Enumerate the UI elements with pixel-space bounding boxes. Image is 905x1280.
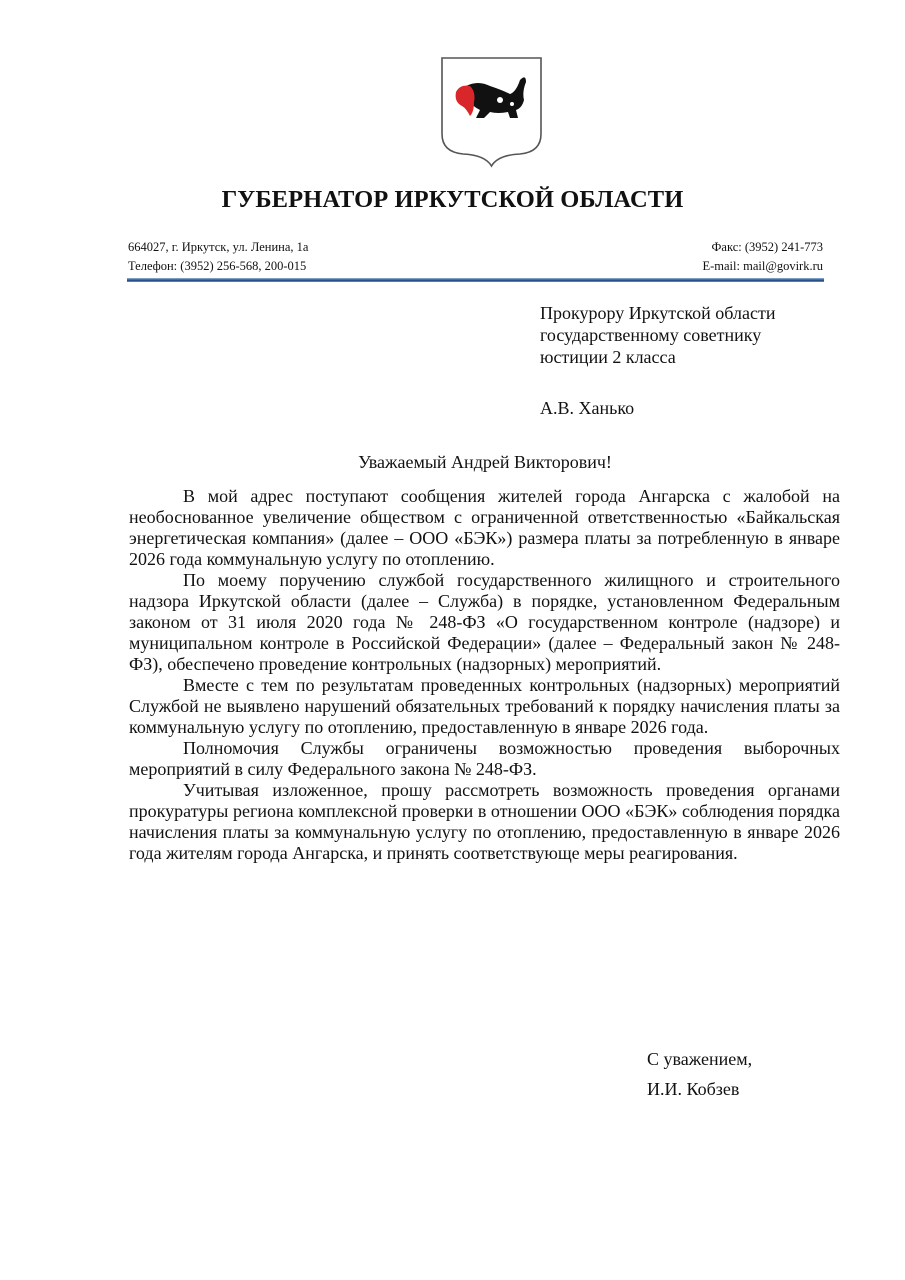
letterhead-phone: Телефон: (3952) 256-568, 200-015 [128, 259, 307, 273]
letterhead-fax: Факс: (3952) 241-773 [711, 240, 823, 254]
letterhead-address: 664027, г. Иркутск, ул. Ленина, 1а [128, 240, 309, 254]
addressee-line: юстиции 2 класса [540, 347, 676, 367]
letter-body [129, 486, 840, 864]
addressee-line: государственному советнику [540, 325, 762, 345]
addressee-line: Прокурору Иркутской области [540, 303, 776, 323]
page-title: ГУБЕРНАТОР ИРКУТСКОЙ ОБЛАСТИ [221, 186, 684, 213]
body-paragraph: По моему поручению службой государственного жилищного и строительного надзора Иркутской области (далее – Служба) в порядке, установленном Федеральным законом от 31 июля 2020 года № 248-ФЗ «О государственном контроле (надзоре) и муниципальном контроле в Российской Федерации» (далее – Федеральный закон № 248-ФЗ), обеспечено проведение контрольных (надзорных) мероприятий. [129, 570, 840, 674]
signatory-name: И.И. Кобзев [647, 1079, 740, 1099]
body-paragraph: В мой адрес поступают сообщения жителей города Ангарска с жалобой на необоснованное увеличение обществом с ограниченной ответственностью «Байкальская энергетическая компания» (далее – ООО «БЭК») размера платы за потребленную в январе 2026 года коммунальную услугу по отоплению. [129, 486, 840, 569]
addressee-name: А.В. Ханько [540, 398, 635, 418]
body-paragraph: Учитывая изложенное, прошу рассмотреть возможность проведения органами прокуратуры региона комплексной проверки в отношении ООО «БЭК» соблюдения порядка начисления платы за коммунальную услугу по отоплению, предоставленную в январе 2026 года жителям города Ангарска, и принять соответствующе меры реагирования. [129, 780, 840, 863]
letterhead-contacts-right [702, 238, 823, 276]
greeting: Уважаемый Андрей Викторович! [358, 452, 612, 472]
addressee-block [540, 302, 775, 368]
letterhead-divider [127, 278, 824, 282]
letterhead-email: E-mail: mail@govirk.ru [702, 259, 823, 273]
body-paragraph: Вместе с тем по результатам проведенных контрольных (надзорных) мероприятий Службой не выявлено нарушений обязательных требований к порядку начисления платы за коммунальную услугу по отоплению, предоставленную в январе 2026 года. [129, 675, 840, 737]
signature-block [647, 1044, 752, 1104]
letterhead-contacts-left [128, 238, 308, 276]
coat-of-arms-icon [440, 56, 543, 168]
body-paragraph: Полномочия Службы ограничены возможностью проведения выборочных мероприятий в силу Федерального закона № 248-ФЗ. [129, 738, 840, 779]
closing-salutation: С уважением, [647, 1049, 753, 1069]
